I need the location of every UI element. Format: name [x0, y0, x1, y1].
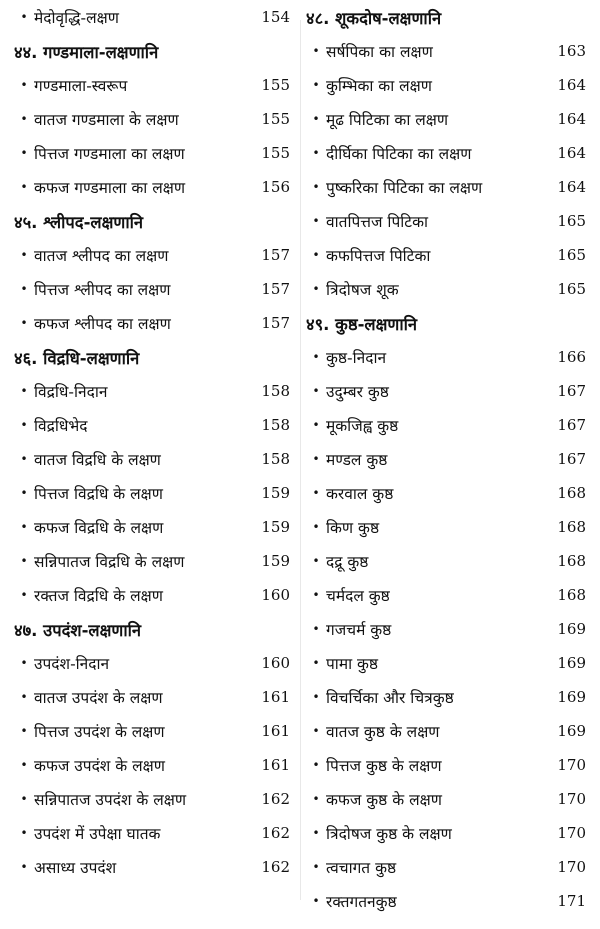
entry-title: कफज उपदंश के लक्षण	[34, 757, 165, 775]
bullet-icon: •	[312, 724, 320, 738]
entry-title: पित्तज विद्रधि के लक्षण	[34, 485, 163, 503]
toc-entry	[14, 0, 292, 34]
toc-entry	[14, 102, 292, 136]
entry-title: उपदंश-निदान	[34, 655, 110, 673]
bullet-icon: •	[312, 894, 320, 908]
bullet-icon: •	[20, 554, 28, 568]
toc-entry	[14, 816, 292, 850]
toc-entry	[14, 170, 292, 204]
page-number: 165	[557, 280, 586, 298]
toc-entry	[14, 646, 292, 680]
section-heading: ४९. कुष्ठ-लक्षणानि	[306, 314, 418, 334]
bullet-icon: •	[20, 860, 28, 874]
entry-title: विद्रधि-निदान	[34, 383, 108, 401]
page-number: 170	[557, 790, 586, 808]
bullet-icon: •	[312, 418, 320, 432]
page-number: 154	[261, 8, 290, 26]
bullet-icon: •	[312, 588, 320, 602]
toc-entry	[14, 374, 292, 408]
entry-title: मूकजिह्व कुष्ठ	[326, 417, 399, 435]
bullet-icon: •	[312, 554, 320, 568]
page-number: 169	[557, 688, 586, 706]
toc-entry	[306, 68, 586, 102]
entry-title: पित्तज कुष्ठ के लक्षण	[326, 757, 442, 775]
entry-title: पित्तज उपदंश के लक्षण	[34, 723, 165, 741]
page-number: 162	[261, 790, 290, 808]
toc-entry	[306, 544, 586, 578]
entry-title: उपदंश में उपेक्षा घातक	[34, 825, 161, 843]
entry-title: रक्तगतनकुष्ठ	[326, 893, 397, 911]
toc-entry	[14, 850, 292, 884]
bullet-icon: •	[312, 282, 320, 296]
page-number: 168	[557, 484, 586, 502]
bullet-icon: •	[312, 44, 320, 58]
toc-entry	[14, 68, 292, 102]
toc-entry	[306, 204, 586, 238]
page-number: 168	[557, 552, 586, 570]
entry-title: कफज विद्रधि के लक्षण	[34, 519, 164, 537]
toc-entry	[306, 442, 586, 476]
column-gutter	[300, 20, 301, 900]
entry-title: त्वचागत कुष्ठ	[326, 859, 397, 877]
bullet-icon: •	[20, 418, 28, 432]
toc-entry	[306, 102, 586, 136]
bullet-icon: •	[20, 520, 28, 534]
entry-title: पित्तज श्लीपद का लक्षण	[34, 281, 171, 299]
toc-entry	[306, 884, 586, 918]
bullet-icon: •	[20, 112, 28, 126]
section-heading: ४७. उपदंश-लक्षणानि	[14, 620, 142, 640]
toc-entry	[306, 612, 586, 646]
entry-title: गजचर्म कुष्ठ	[326, 621, 392, 639]
toc-entry	[306, 748, 586, 782]
entry-title: चर्मदल कुष्ठ	[326, 587, 390, 605]
page-number: 170	[557, 756, 586, 774]
entry-title: दद्रू कुष्ठ	[326, 553, 369, 571]
page-number: 168	[557, 518, 586, 536]
bullet-icon: •	[20, 758, 28, 772]
page-number: 165	[557, 246, 586, 264]
entry-title: गण्डमाला-स्वरूप	[34, 77, 128, 95]
bullet-icon: •	[312, 622, 320, 636]
page-number: 160	[261, 586, 290, 604]
entry-title: कुम्भिका का लक्षण	[326, 77, 432, 95]
toc-entry	[306, 782, 586, 816]
page-number: 169	[557, 620, 586, 638]
toc-entry	[14, 272, 292, 306]
toc-entry	[306, 170, 586, 204]
page-number: 170	[557, 858, 586, 876]
page-number: 158	[261, 450, 290, 468]
toc-entry	[14, 442, 292, 476]
entry-title: कफपित्तज पिटिका	[326, 247, 431, 265]
bullet-icon: •	[20, 282, 28, 296]
page-number: 165	[557, 212, 586, 230]
bullet-icon: •	[312, 350, 320, 364]
toc-entry	[14, 680, 292, 714]
page-number: 155	[261, 144, 290, 162]
page-number: 170	[557, 824, 586, 842]
page-number: 155	[261, 110, 290, 128]
page-number: 167	[557, 382, 586, 400]
entry-title: उदुम्बर कुष्ठ	[326, 383, 389, 401]
toc-entry	[14, 510, 292, 544]
page-number: 163	[557, 42, 586, 60]
bullet-icon: •	[20, 826, 28, 840]
bullet-icon: •	[20, 10, 28, 24]
entry-title: त्रिदोषज कुष्ठ के लक्षण	[326, 825, 452, 843]
entry-title: वातपित्तज पिटिका	[326, 213, 428, 231]
bullet-icon: •	[312, 520, 320, 534]
entry-title: वातज श्लीपद का लक्षण	[34, 247, 169, 265]
page-number: 164	[557, 144, 586, 162]
bullet-icon: •	[312, 248, 320, 262]
bullet-icon: •	[312, 792, 320, 806]
bullet-icon: •	[312, 214, 320, 228]
page-number: 167	[557, 416, 586, 434]
toc-entry	[306, 714, 586, 748]
toc-entry	[306, 476, 586, 510]
toc-entry	[306, 680, 586, 714]
entry-title: रक्तज विद्रधि के लक्षण	[34, 587, 163, 605]
toc-entry	[306, 816, 586, 850]
page-number: 158	[261, 382, 290, 400]
page-number: 167	[557, 450, 586, 468]
toc-entry	[306, 374, 586, 408]
page-number: 171	[557, 892, 586, 910]
bullet-icon: •	[312, 860, 320, 874]
bullet-icon: •	[312, 452, 320, 466]
page-number: 159	[261, 552, 290, 570]
bullet-icon: •	[20, 486, 28, 500]
page-number: 164	[557, 178, 586, 196]
bullet-icon: •	[20, 146, 28, 160]
toc-entry	[306, 136, 586, 170]
toc-entry	[14, 714, 292, 748]
section-heading: ४६. विद्रधि-लक्षणानि	[14, 348, 140, 368]
entry-title: सन्निपातज उपदंश के लक्षण	[34, 791, 187, 809]
bullet-icon: •	[20, 384, 28, 398]
entry-title: त्रिदोषज शूक	[326, 281, 399, 299]
toc-entry	[14, 748, 292, 782]
bullet-icon: •	[312, 656, 320, 670]
section-heading: ४४. गण्डमाला-लक्षणानि	[14, 42, 159, 62]
toc-entry	[306, 646, 586, 680]
entry-title: वातज कुष्ठ के लक्षण	[326, 723, 440, 741]
bullet-icon: •	[312, 78, 320, 92]
entry-title: मेदोवृद्धि-लक्षण	[34, 9, 119, 27]
bullet-icon: •	[312, 486, 320, 500]
bullet-icon: •	[312, 384, 320, 398]
bullet-icon: •	[20, 452, 28, 466]
entry-title: कफज गण्डमाला का लक्षण	[34, 179, 186, 197]
entry-title: कुष्ठ-निदान	[326, 349, 387, 367]
page-number: 161	[261, 756, 290, 774]
entry-title: मण्डल कुष्ठ	[326, 451, 388, 469]
entry-title: करवाल कुष्ठ	[326, 485, 394, 503]
page-number: 158	[261, 416, 290, 434]
section-heading: ४८. शूकदोष-लक्षणानि	[306, 8, 442, 28]
bullet-icon: •	[20, 588, 28, 602]
entry-title: पित्तज गण्डमाला का लक्षण	[34, 145, 185, 163]
entry-title: पुष्करिका पिटिका का लक्षण	[326, 179, 483, 197]
toc-entry	[14, 544, 292, 578]
page-number: 159	[261, 484, 290, 502]
bullet-icon: •	[20, 724, 28, 738]
page-number: 160	[261, 654, 290, 672]
entry-title: वातज उपदंश के लक्षण	[34, 689, 163, 707]
bullet-icon: •	[312, 180, 320, 194]
bullet-icon: •	[20, 656, 28, 670]
toc-entry	[306, 510, 586, 544]
toc-entry	[306, 850, 586, 884]
entry-title: मूढ पिटिका का लक्षण	[326, 111, 449, 129]
bullet-icon: •	[312, 146, 320, 160]
toc-entry	[14, 136, 292, 170]
bullet-icon: •	[312, 826, 320, 840]
toc-entry	[306, 272, 586, 306]
toc-entry	[14, 578, 292, 612]
page-number: 157	[261, 246, 290, 264]
bullet-icon: •	[20, 78, 28, 92]
bullet-icon: •	[20, 690, 28, 704]
bullet-icon: •	[312, 690, 320, 704]
entry-title: सर्षपिका का लक्षण	[326, 43, 433, 61]
entry-title: सन्निपातज विद्रधि के लक्षण	[34, 553, 185, 571]
page-number: 157	[261, 314, 290, 332]
page-number: 155	[261, 76, 290, 94]
page-number: 164	[557, 110, 586, 128]
page-number: 161	[261, 722, 290, 740]
page-number: 162	[261, 858, 290, 876]
toc-left-column	[14, 0, 292, 884]
page-number: 169	[557, 654, 586, 672]
page-number: 156	[261, 178, 290, 196]
entry-title: कफज श्लीपद का लक्षण	[34, 315, 171, 333]
bullet-icon: •	[20, 248, 28, 262]
page-number: 164	[557, 76, 586, 94]
section-heading: ४५. श्लीपद-लक्षणानि	[14, 212, 144, 232]
entry-title: विचर्चिका और चित्रकुष्ठ	[326, 689, 454, 707]
toc-entry	[306, 340, 586, 374]
entry-title: वातज गण्डमाला के लक्षण	[34, 111, 179, 129]
toc-entry	[14, 306, 292, 340]
entry-title: कफज कुष्ठ के लक्षण	[326, 791, 442, 809]
bullet-icon: •	[312, 758, 320, 772]
page-number: 162	[261, 824, 290, 842]
toc-entry	[306, 578, 586, 612]
bullet-icon: •	[312, 112, 320, 126]
page-number: 169	[557, 722, 586, 740]
page-number: 157	[261, 280, 290, 298]
bullet-icon: •	[20, 180, 28, 194]
bullet-icon: •	[20, 316, 28, 330]
page-number: 166	[557, 348, 586, 366]
toc-entry	[306, 34, 586, 68]
toc-right-column	[306, 0, 586, 918]
toc-entry	[14, 408, 292, 442]
page-number: 168	[557, 586, 586, 604]
entry-title: असाध्य उपदंश	[34, 859, 117, 877]
entry-title: विद्रधिभेद	[34, 417, 88, 435]
page-number: 159	[261, 518, 290, 536]
toc-entry	[306, 408, 586, 442]
entry-title: दीर्घिका पिटिका का लक्षण	[326, 145, 472, 163]
page-number: 161	[261, 688, 290, 706]
entry-title: वातज विद्रधि के लक्षण	[34, 451, 161, 469]
toc-entry	[14, 238, 292, 272]
toc-entry	[306, 238, 586, 272]
bullet-icon: •	[20, 792, 28, 806]
entry-title: किण कुष्ठ	[326, 519, 380, 537]
toc-entry	[14, 782, 292, 816]
toc-entry	[14, 476, 292, 510]
entry-title: पामा कुष्ठ	[326, 655, 379, 673]
